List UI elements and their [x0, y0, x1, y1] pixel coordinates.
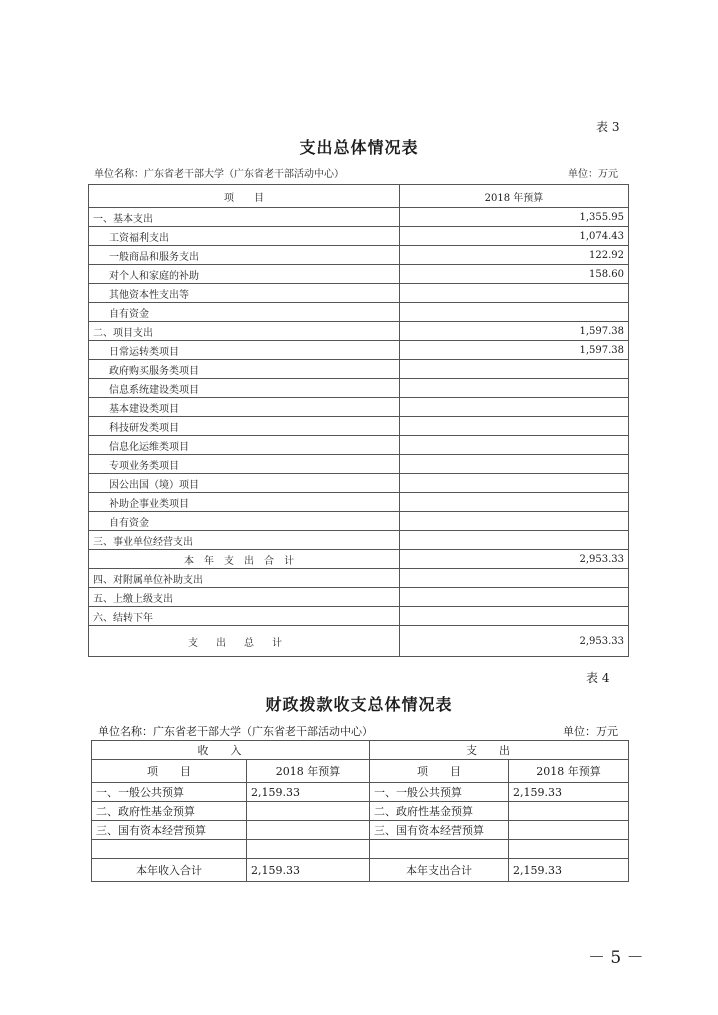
table-row: [89, 208, 629, 227]
row-label: 六、结转下年: [89, 607, 400, 626]
row-label: 五、上缴上级支出: [89, 588, 400, 607]
row-value: [400, 531, 629, 550]
table-total-row: [92, 859, 629, 882]
row-value: [400, 474, 629, 493]
expense-header: 支出: [370, 741, 629, 760]
income-col-item: 项 目: [92, 760, 247, 783]
row-value: 1,597.38: [400, 322, 629, 341]
table-row: [89, 265, 629, 284]
row-value: [400, 512, 629, 531]
table-row: [89, 360, 629, 379]
income-total-label: 本年收入合计: [92, 859, 247, 882]
row-label: 政府购买服务类项目: [89, 360, 400, 379]
row-label: 基本建设类项目: [89, 398, 400, 417]
table-subheader-row: [92, 760, 629, 783]
row-value: [400, 379, 629, 398]
row-label: 其他资本性支出等: [89, 284, 400, 303]
income-col-budget: 2018 年预算: [247, 760, 370, 783]
row-value: 122.92: [400, 246, 629, 265]
table-row: [89, 303, 629, 322]
row-value: [400, 417, 629, 436]
table-row: [89, 474, 629, 493]
expense-value: [509, 840, 629, 859]
table-header-row: [92, 741, 629, 760]
income-value: [247, 840, 370, 859]
row-value: [400, 569, 629, 588]
table4-title: 财政拨款收支总体情况表: [265, 695, 453, 714]
row-label: 自有资金: [89, 512, 400, 531]
row-label: 补助企事业类项目: [89, 493, 400, 512]
row-label: 科技研发类项目: [89, 417, 400, 436]
row-value: 1,597.38: [400, 341, 629, 360]
header-budget: 2018 年预算: [400, 185, 629, 208]
fiscal-allocation-table: [91, 740, 629, 882]
row-label: 对个人和家庭的补助: [89, 265, 400, 284]
table-row: [89, 284, 629, 303]
table-row: [89, 626, 629, 657]
row-value: 158.60: [400, 265, 629, 284]
table-row: [89, 493, 629, 512]
row-label: 信息系统建设类项目: [89, 379, 400, 398]
expense-total-value: 2,159.33: [509, 859, 629, 882]
row-label: 专项业务类项目: [89, 455, 400, 474]
table-row: [89, 398, 629, 417]
table-row: [89, 227, 629, 246]
row-label: 一般商品和服务支出: [89, 246, 400, 265]
row-value: 2,953.33: [400, 550, 629, 569]
table-row: [89, 512, 629, 531]
table-row: [89, 569, 629, 588]
row-value: [400, 284, 629, 303]
expense-value: [509, 802, 629, 821]
row-value: [400, 588, 629, 607]
table-row: [89, 246, 629, 265]
expense-label: 二、政府性基金预算: [370, 802, 509, 821]
expense-total-label: 本年支出合计: [370, 859, 509, 882]
table3-label: 表 3: [596, 120, 620, 134]
table-row: [89, 379, 629, 398]
income-label: 三、国有资本经营预算: [92, 821, 247, 840]
table-row: [89, 436, 629, 455]
income-header: 收入: [92, 741, 370, 760]
table3-unit: 单位：万元: [568, 169, 618, 180]
table3-unit-name: 单位名称：广东省老干部大学（广东省老干部活动中心）: [94, 169, 344, 180]
row-value: [400, 303, 629, 322]
income-label: [92, 840, 247, 859]
table-row: [92, 840, 629, 859]
row-value: 2,953.33: [400, 626, 629, 657]
row-value: [400, 493, 629, 512]
row-value: [400, 607, 629, 626]
table4-unit: 单位：万元: [563, 725, 618, 738]
table3-title: 支出总体情况表: [299, 138, 419, 157]
expense-value: [509, 821, 629, 840]
page-number: － 5 －: [588, 948, 644, 968]
expense-value: 2,159.33: [509, 783, 629, 802]
row-label: 自有资金: [89, 303, 400, 322]
row-value: [400, 455, 629, 474]
expense-label: [370, 840, 509, 859]
expenditure-table: [88, 184, 629, 657]
expense-label: 三、国有资本经营预算: [370, 821, 509, 840]
row-label: 四、对附属单位补助支出: [89, 569, 400, 588]
table-row: [89, 588, 629, 607]
table-row: [89, 531, 629, 550]
table-row: [89, 322, 629, 341]
table-row: [89, 455, 629, 474]
row-label: 因公出国（境）项目: [89, 474, 400, 493]
income-total-value: 2,159.33: [247, 859, 370, 882]
row-label: 本年支出合计: [89, 550, 400, 569]
row-label: 信息化运维类项目: [89, 436, 400, 455]
expense-label: 一、一般公共预算: [370, 783, 509, 802]
row-label: 一、基本支出: [89, 208, 400, 227]
row-label: 二、项目支出: [89, 322, 400, 341]
income-label: 二、政府性基金预算: [92, 802, 247, 821]
table-row: [89, 550, 629, 569]
table-row: [89, 417, 629, 436]
income-value: [247, 821, 370, 840]
table-row: [89, 607, 629, 626]
row-value: [400, 436, 629, 455]
expense-col-item: 项 目: [370, 760, 509, 783]
income-value: [247, 802, 370, 821]
row-label: 工资福利支出: [89, 227, 400, 246]
row-value: [400, 398, 629, 417]
table-header-row: [89, 185, 629, 208]
table-row: [92, 802, 629, 821]
table4-unit-name: 单位名称：广东省老干部大学（广东省老干部活动中心）: [98, 725, 373, 738]
income-value: 2,159.33: [247, 783, 370, 802]
expense-col-budget: 2018 年预算: [509, 760, 629, 783]
income-label: 一、一般公共预算: [92, 783, 247, 802]
row-value: 1,074.43: [400, 227, 629, 246]
row-value: [400, 360, 629, 379]
row-label: 支出总计: [89, 626, 400, 657]
row-value: 1,355.95: [400, 208, 629, 227]
row-label: 日常运转类项目: [89, 341, 400, 360]
row-label: 三、事业单位经营支出: [89, 531, 400, 550]
table-row: [92, 783, 629, 802]
table-row: [89, 341, 629, 360]
table4-label: 表 4: [586, 671, 610, 685]
table-row: [92, 821, 629, 840]
header-item: 项 目: [89, 185, 400, 208]
